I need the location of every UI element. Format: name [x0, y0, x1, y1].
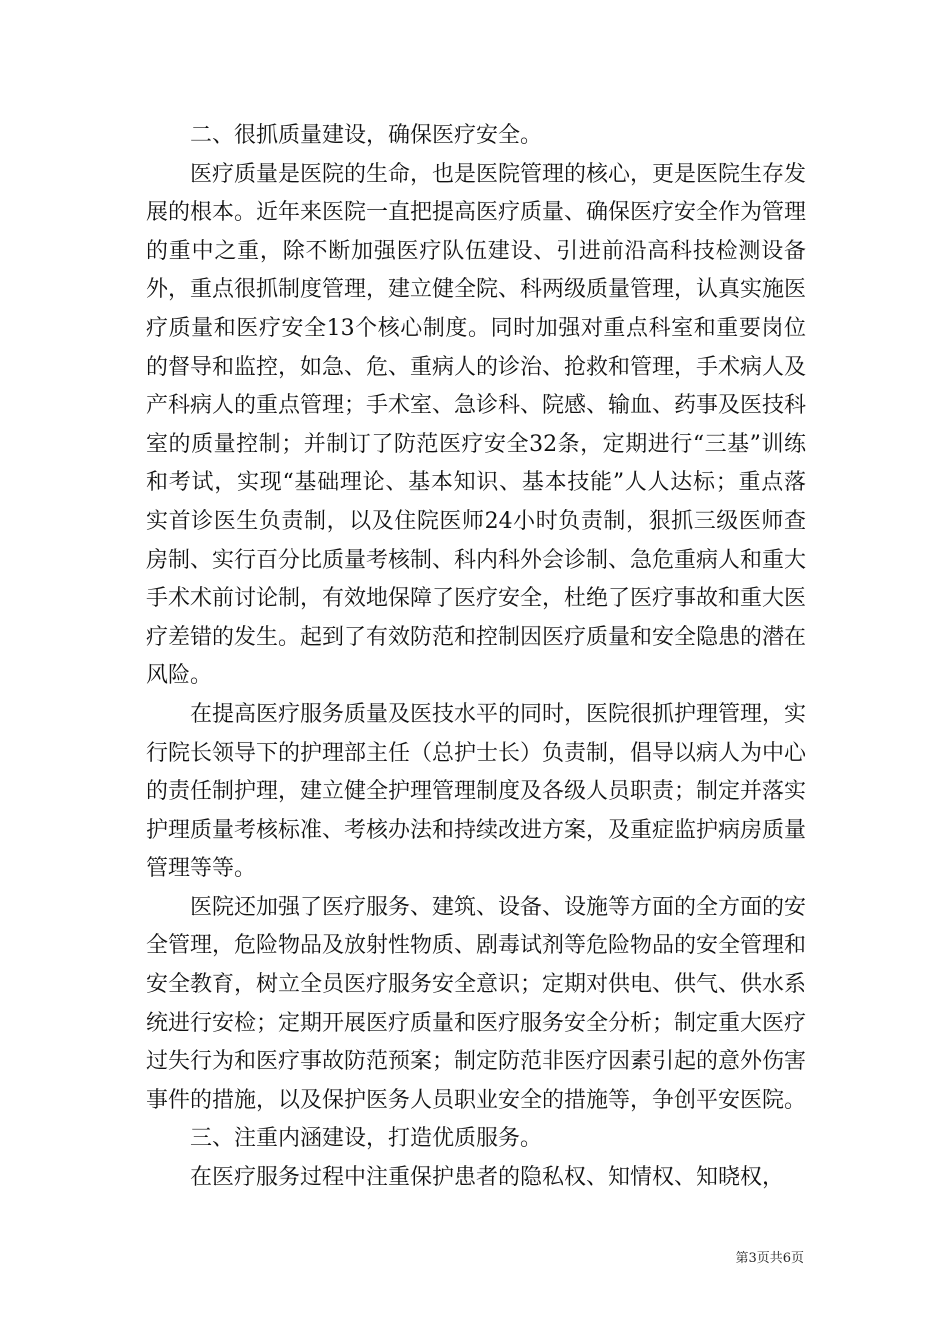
- paragraph-patient-rights: 在医疗服务过程中注重保护患者的隐私权、知情权、知晓权，: [190, 1165, 785, 1191]
- section-heading-3: 三、注重内涵建设，打造优质服务。: [190, 1126, 543, 1152]
- document-body: [146, 117, 806, 1198]
- paragraph-medical-quality: 医疗质量是医院的生命，也是医院管理的核心，更是医院生存发展的根本。近年来医院一直把提高医疗质量、确保医疗安全作为管理的重中之重，除不断加强医疗队伍建设、引进前沿高科技检测设备外，重点很抓制度管理，建立健全院、科两级质量管理，认真实施医疗质量和医疗安全13个核心制度。同时加强对重点科室和重要岗位的督导和监控，如急、危、重病人的诊治、抢救和管理，手术病人及产科病人的重点管理；手术室、急诊科、院感、输血、药事及医技科室的质量控制；并制订了防范医疗安全32条，定期进行“三基”训练和考试，实现“基础理论、基本知识、基本技能”人人达标；重点落实首诊医生负责制，以及住院医师24小时负责制，狠抓三级医师查房制、实行百分比质量考核制、科内科外会诊制、急危重病人和重大手术术前讨论制，有效地保障了医疗安全，杜绝了医疗事故和重大医疗差错的发生。起到了有效防范和控制因医疗质量和安全隐患的潜在风险。: [146, 161, 807, 689]
- paragraph-nursing-management: 在提高医疗服务质量及医技水平的同时，医院很抓护理管理，实行院长领导下的护理部主任（总护士长）负责制，倡导以病人为中心的责任制护理，建立健全护理管理制度及各级人员职责；制定并落实护理质量考核标准、考核办法和持续改进方案，及重症监护病房质量管理等等。: [146, 701, 807, 882]
- page-number-footer: 第3页共6页: [735, 1251, 804, 1266]
- paragraph-safety-management: 医院还加强了医疗服务、建筑、设备、设施等方面的全方面的安全管理，危险物品及放射性物质、剧毒试剂等危险物品的安全管理和安全教育，树立全员医疗服务安全意识；定期对供电、供气、供水系统进行安检；定期开展医疗质量和医疗服务安全分析；制定重大医疗过失行为和医疗事故防范预案；制定防范非医疗因素引起的意外伤害事件的措施，以及保护医务人员职业安全的措施等，争创平安医院。: [146, 894, 807, 1113]
- section-heading-2: 二、很抓质量建设，确保医疗安全。: [190, 123, 543, 148]
